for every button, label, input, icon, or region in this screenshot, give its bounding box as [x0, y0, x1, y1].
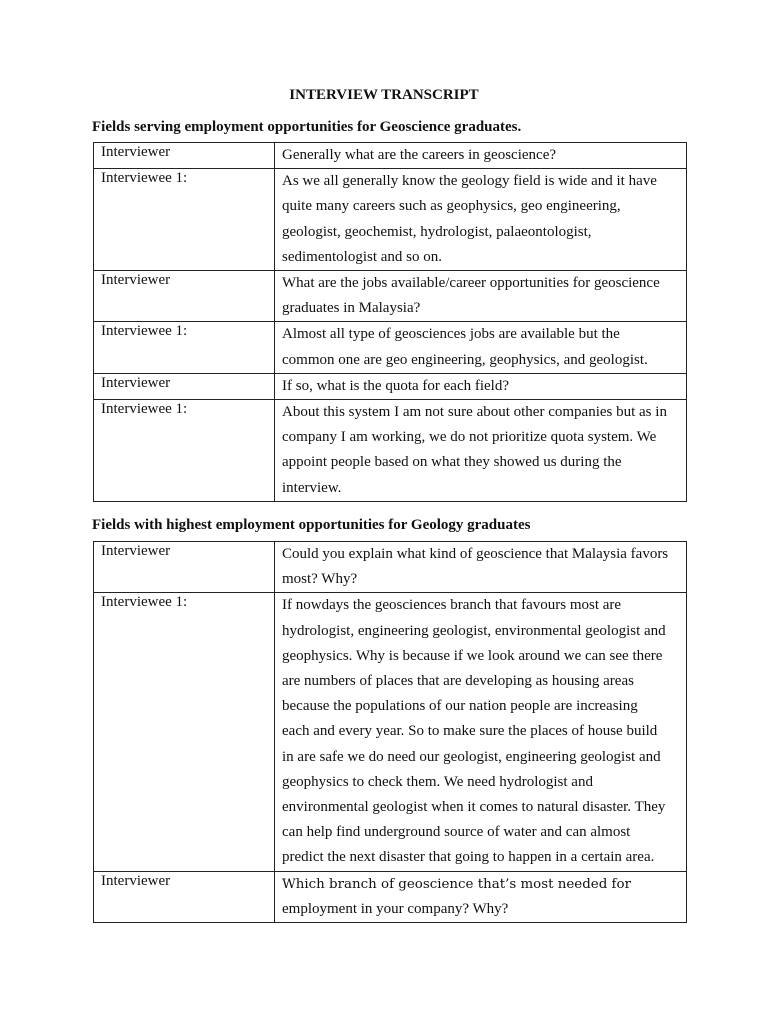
speaker-cell	[94, 373, 275, 399]
utterance-line: because the populations of our nation people are increasing	[282, 698, 638, 715]
speaker-cell	[94, 271, 275, 322]
speaker-label: Interviewee 1:	[101, 594, 188, 611]
speaker-label: Interviewer	[101, 272, 171, 289]
utterance-cell	[275, 542, 687, 593]
table-row	[94, 169, 687, 271]
utterance-line: predict the next disaster that going to happen in a certain area.	[282, 849, 655, 866]
speaker-label: Interviewee 1:	[101, 323, 188, 340]
utterance-line: geophysics. Why is because if we look around we can see there	[282, 647, 663, 664]
table-row	[94, 322, 687, 373]
utterance-cell	[275, 322, 687, 373]
speaker-label: Interviewee 1:	[101, 401, 188, 418]
utterance-line: If so, what is the quota for each field?	[282, 377, 509, 394]
speaker-cell	[94, 871, 275, 922]
table-row	[94, 373, 687, 399]
utterance-line: employment in your company? Why?	[282, 900, 509, 917]
speaker-cell	[94, 169, 275, 271]
section-heading-geoscience-opportunities: Fields serving employment opportunities for Geoscience graduates.	[92, 119, 522, 135]
section-heading-geology-opportunities: Fields with highest employment opportunities for Geology graduates	[92, 517, 531, 533]
speaker-cell	[94, 593, 275, 871]
speaker-cell	[94, 400, 275, 502]
speaker-label: Interviewee 1:	[101, 170, 188, 187]
utterance-line: Which branch of geoscience that’s most needed for	[282, 876, 631, 892]
document-title: INTERVIEW TRANSCRIPT	[289, 87, 479, 103]
utterance-line: company I am working, we do not prioritize quota system. We	[282, 429, 657, 446]
table-row	[94, 871, 687, 922]
table-row	[94, 542, 687, 593]
speaker-cell	[94, 143, 275, 169]
table-row	[94, 271, 687, 322]
utterance-cell	[275, 373, 687, 399]
utterance-line: About this system I am not sure about other companies but as in	[282, 404, 667, 421]
speaker-label: Interviewer	[101, 374, 171, 391]
utterance-cell	[275, 593, 687, 871]
utterance-line: hydrologist, engineering geologist, environmental geologist and	[282, 622, 666, 639]
table-row	[94, 400, 687, 502]
table-row	[94, 593, 687, 871]
speaker-cell	[94, 542, 275, 593]
utterance-line: sedimentologist and so on.	[282, 248, 442, 265]
utterance-line: each and every year. So to make sure the places of house build	[282, 723, 658, 740]
speaker-label: Interviewer	[101, 144, 171, 160]
utterance-line: can help find underground source of water and can almost	[282, 824, 631, 841]
transcript-table-2	[93, 541, 687, 923]
utterance-line: quite many careers such as geophysics, geo engineering,	[282, 198, 621, 215]
utterance-line: interview.	[282, 479, 342, 496]
utterance-line: geologist, geochemist, hydrologist, palaeontologist,	[282, 223, 592, 240]
utterance-line: most? Why?	[282, 571, 358, 588]
utterance-line: As we all generally know the geology field is wide and it have	[282, 173, 657, 190]
utterance-line: in are safe we do need our geologist, engineering geologist and	[282, 748, 661, 765]
utterance-cell	[275, 169, 687, 271]
utterance-line: If nowdays the geosciences branch that favours most are	[282, 597, 622, 614]
speaker-cell	[94, 322, 275, 373]
utterance-line: What are the jobs available/career opportunities for geoscience	[282, 275, 660, 292]
speaker-label: Interviewer	[101, 872, 171, 889]
utterance-line: geophysics to check them. We need hydrologist and	[282, 773, 593, 790]
utterance-cell	[275, 271, 687, 322]
utterance-line: Almost all type of geosciences jobs are available but the	[282, 326, 620, 343]
transcript-table-1	[93, 142, 687, 502]
utterance-line: environmental geologist when it comes to natural disaster. They	[282, 799, 666, 816]
utterance-cell	[275, 400, 687, 502]
utterance-line: graduates in Malaysia?	[282, 300, 421, 317]
table-row	[94, 143, 687, 169]
utterance-line: are numbers of places that are developing as housing areas	[282, 673, 634, 690]
utterance-line: appoint people based on what they showed us during the	[282, 454, 622, 471]
utterance-cell	[275, 143, 687, 169]
utterance-cell	[275, 871, 687, 922]
utterance-line: common one are geo engineering, geophysics, and geologist.	[282, 351, 648, 368]
speaker-label: Interviewer	[101, 543, 171, 559]
utterance-line: Generally what are the careers in geoscience?	[282, 147, 557, 163]
utterance-line: Could you explain what kind of geoscience that Malaysia favors	[282, 546, 669, 562]
